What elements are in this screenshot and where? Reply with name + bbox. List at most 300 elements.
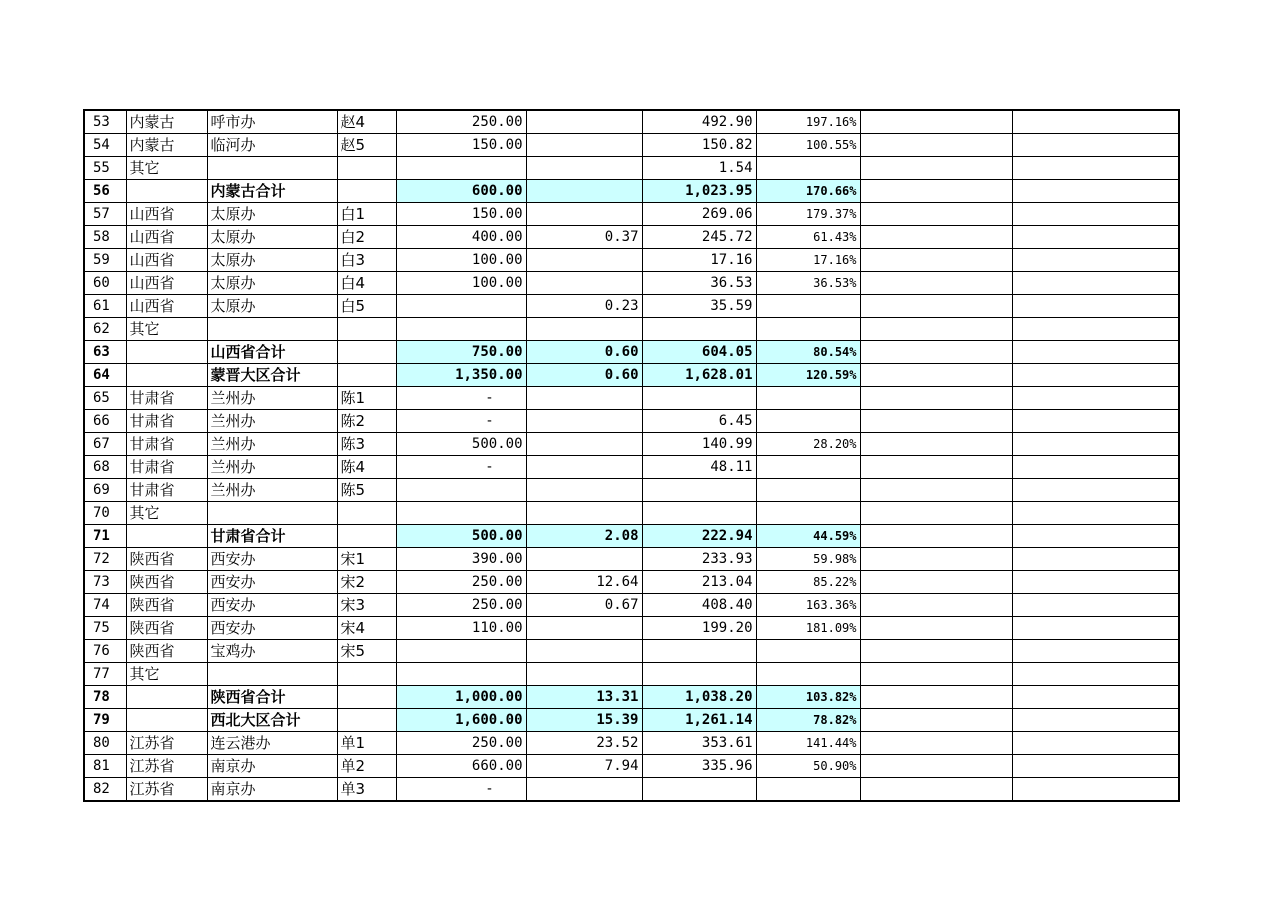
target-cell[interactable]: 110.00 <box>396 617 526 640</box>
row-number[interactable]: 77 <box>84 663 126 686</box>
empty-cell[interactable] <box>860 755 1012 778</box>
empty-cell[interactable] <box>860 203 1012 226</box>
empty-cell[interactable] <box>1012 755 1179 778</box>
empty-cell[interactable] <box>1012 548 1179 571</box>
value-cell[interactable] <box>526 548 642 571</box>
row-number[interactable]: 67 <box>84 433 126 456</box>
empty-cell[interactable] <box>860 479 1012 502</box>
actual-cell[interactable] <box>642 502 756 525</box>
empty-cell[interactable] <box>860 180 1012 203</box>
value-cell[interactable] <box>526 110 642 134</box>
province-cell[interactable]: 山西省 <box>126 272 207 295</box>
empty-cell[interactable] <box>1012 110 1179 134</box>
empty-cell[interactable] <box>1012 157 1179 180</box>
actual-cell[interactable]: 269.06 <box>642 203 756 226</box>
empty-cell[interactable] <box>860 663 1012 686</box>
target-cell[interactable]: 600.00 <box>396 180 526 203</box>
rate-cell[interactable]: 179.37% <box>756 203 860 226</box>
empty-cell[interactable] <box>1012 732 1179 755</box>
rate-cell[interactable]: 100.55% <box>756 134 860 157</box>
target-cell[interactable] <box>396 479 526 502</box>
province-cell[interactable]: 内蒙古 <box>126 134 207 157</box>
rate-cell[interactable]: 170.66% <box>756 180 860 203</box>
value-cell[interactable] <box>526 663 642 686</box>
row-number[interactable]: 57 <box>84 203 126 226</box>
target-cell[interactable]: 500.00 <box>396 525 526 548</box>
value-cell[interactable] <box>526 203 642 226</box>
row-number[interactable]: 53 <box>84 110 126 134</box>
office-cell[interactable]: 蒙晋大区合计 <box>207 364 337 387</box>
rate-cell[interactable]: 59.98% <box>756 548 860 571</box>
office-cell[interactable]: 南京办 <box>207 778 337 802</box>
rate-cell[interactable] <box>756 640 860 663</box>
province-cell[interactable]: 山西省 <box>126 203 207 226</box>
rate-cell[interactable]: 181.09% <box>756 617 860 640</box>
office-cell[interactable]: 连云港办 <box>207 732 337 755</box>
empty-cell[interactable] <box>1012 594 1179 617</box>
province-cell[interactable]: 山西省 <box>126 226 207 249</box>
rate-cell[interactable]: 61.43% <box>756 226 860 249</box>
value-cell[interactable] <box>526 387 642 410</box>
target-cell[interactable]: 150.00 <box>396 203 526 226</box>
actual-cell[interactable] <box>642 640 756 663</box>
actual-cell[interactable]: 48.11 <box>642 456 756 479</box>
office-cell[interactable] <box>207 318 337 341</box>
person-cell[interactable] <box>337 502 396 525</box>
rate-cell[interactable]: 28.20% <box>756 433 860 456</box>
rate-cell[interactable]: 120.59% <box>756 364 860 387</box>
person-cell[interactable]: 陈4 <box>337 456 396 479</box>
value-cell[interactable] <box>526 502 642 525</box>
value-cell[interactable] <box>526 433 642 456</box>
province-cell[interactable]: 江苏省 <box>126 732 207 755</box>
province-cell[interactable]: 陕西省 <box>126 571 207 594</box>
province-cell[interactable]: 甘肃省 <box>126 479 207 502</box>
empty-cell[interactable] <box>1012 433 1179 456</box>
actual-cell[interactable]: 335.96 <box>642 755 756 778</box>
row-number[interactable]: 72 <box>84 548 126 571</box>
person-cell[interactable]: 宋4 <box>337 617 396 640</box>
office-cell[interactable]: 内蒙古合计 <box>207 180 337 203</box>
person-cell[interactable]: 赵4 <box>337 110 396 134</box>
row-number[interactable]: 78 <box>84 686 126 709</box>
person-cell[interactable]: 白1 <box>337 203 396 226</box>
row-number[interactable]: 64 <box>84 364 126 387</box>
province-cell[interactable]: 江苏省 <box>126 755 207 778</box>
office-cell[interactable]: 陕西省合计 <box>207 686 337 709</box>
person-cell[interactable]: 白3 <box>337 249 396 272</box>
person-cell[interactable] <box>337 364 396 387</box>
person-cell[interactable] <box>337 709 396 732</box>
office-cell[interactable]: 兰州办 <box>207 387 337 410</box>
person-cell[interactable]: 陈2 <box>337 410 396 433</box>
empty-cell[interactable] <box>1012 686 1179 709</box>
province-cell[interactable]: 甘肃省 <box>126 387 207 410</box>
province-cell[interactable] <box>126 686 207 709</box>
person-cell[interactable]: 陈1 <box>337 387 396 410</box>
person-cell[interactable]: 白2 <box>337 226 396 249</box>
office-cell[interactable]: 兰州办 <box>207 433 337 456</box>
province-cell[interactable]: 甘肃省 <box>126 410 207 433</box>
empty-cell[interactable] <box>860 433 1012 456</box>
target-cell[interactable]: 100.00 <box>396 272 526 295</box>
target-cell[interactable] <box>396 502 526 525</box>
row-number[interactable]: 60 <box>84 272 126 295</box>
target-cell[interactable]: 250.00 <box>396 732 526 755</box>
empty-cell[interactable] <box>1012 341 1179 364</box>
row-number[interactable]: 71 <box>84 525 126 548</box>
actual-cell[interactable]: 1,628.01 <box>642 364 756 387</box>
rate-cell[interactable] <box>756 502 860 525</box>
person-cell[interactable]: 单3 <box>337 778 396 802</box>
person-cell[interactable]: 宋1 <box>337 548 396 571</box>
person-cell[interactable] <box>337 157 396 180</box>
target-cell[interactable]: 150.00 <box>396 134 526 157</box>
actual-cell[interactable] <box>642 387 756 410</box>
empty-cell[interactable] <box>860 364 1012 387</box>
value-cell[interactable] <box>526 479 642 502</box>
empty-cell[interactable] <box>860 226 1012 249</box>
target-cell[interactable]: 100.00 <box>396 249 526 272</box>
rate-cell[interactable]: 80.54% <box>756 341 860 364</box>
value-cell[interactable] <box>526 640 642 663</box>
actual-cell[interactable] <box>642 778 756 802</box>
rate-cell[interactable]: 44.59% <box>756 525 860 548</box>
office-cell[interactable]: 南京办 <box>207 755 337 778</box>
rate-cell[interactable] <box>756 410 860 433</box>
office-cell[interactable] <box>207 157 337 180</box>
office-cell[interactable]: 西安办 <box>207 594 337 617</box>
actual-cell[interactable]: 36.53 <box>642 272 756 295</box>
province-cell[interactable]: 其它 <box>126 663 207 686</box>
person-cell[interactable]: 陈3 <box>337 433 396 456</box>
actual-cell[interactable]: 150.82 <box>642 134 756 157</box>
row-number[interactable]: 80 <box>84 732 126 755</box>
person-cell[interactable]: 单2 <box>337 755 396 778</box>
province-cell[interactable]: 其它 <box>126 502 207 525</box>
row-number[interactable]: 69 <box>84 479 126 502</box>
value-cell[interactable]: 0.60 <box>526 364 642 387</box>
office-cell[interactable]: 太原办 <box>207 272 337 295</box>
empty-cell[interactable] <box>1012 709 1179 732</box>
office-cell[interactable] <box>207 663 337 686</box>
empty-cell[interactable] <box>860 778 1012 802</box>
actual-cell[interactable]: 353.61 <box>642 732 756 755</box>
rate-cell[interactable] <box>756 663 860 686</box>
target-cell[interactable] <box>396 318 526 341</box>
empty-cell[interactable] <box>860 341 1012 364</box>
value-cell[interactable]: 13.31 <box>526 686 642 709</box>
row-number[interactable]: 68 <box>84 456 126 479</box>
row-number[interactable]: 59 <box>84 249 126 272</box>
rate-cell[interactable]: 17.16% <box>756 249 860 272</box>
target-cell[interactable] <box>396 663 526 686</box>
empty-cell[interactable] <box>860 249 1012 272</box>
province-cell[interactable]: 山西省 <box>126 249 207 272</box>
row-number[interactable]: 75 <box>84 617 126 640</box>
row-number[interactable]: 61 <box>84 295 126 318</box>
rate-cell[interactable]: 197.16% <box>756 110 860 134</box>
value-cell[interactable]: 2.08 <box>526 525 642 548</box>
target-cell[interactable]: 250.00 <box>396 594 526 617</box>
row-number[interactable]: 65 <box>84 387 126 410</box>
value-cell[interactable] <box>526 617 642 640</box>
actual-cell[interactable]: 6.45 <box>642 410 756 433</box>
province-cell[interactable]: 内蒙古 <box>126 110 207 134</box>
person-cell[interactable]: 白4 <box>337 272 396 295</box>
person-cell[interactable]: 宋3 <box>337 594 396 617</box>
office-cell[interactable]: 兰州办 <box>207 479 337 502</box>
rate-cell[interactable]: 163.36% <box>756 594 860 617</box>
actual-cell[interactable]: 213.04 <box>642 571 756 594</box>
row-number[interactable]: 79 <box>84 709 126 732</box>
person-cell[interactable]: 赵5 <box>337 134 396 157</box>
person-cell[interactable] <box>337 686 396 709</box>
value-cell[interactable]: 15.39 <box>526 709 642 732</box>
province-cell[interactable] <box>126 180 207 203</box>
office-cell[interactable]: 太原办 <box>207 249 337 272</box>
value-cell[interactable] <box>526 410 642 433</box>
province-cell[interactable] <box>126 709 207 732</box>
empty-cell[interactable] <box>1012 203 1179 226</box>
province-cell[interactable]: 甘肃省 <box>126 433 207 456</box>
empty-cell[interactable] <box>860 732 1012 755</box>
target-cell[interactable]: - <box>396 778 526 802</box>
actual-cell[interactable]: 604.05 <box>642 341 756 364</box>
actual-cell[interactable]: 233.93 <box>642 548 756 571</box>
actual-cell[interactable]: 1,023.95 <box>642 180 756 203</box>
empty-cell[interactable] <box>860 410 1012 433</box>
value-cell[interactable]: 0.60 <box>526 341 642 364</box>
target-cell[interactable]: 1,600.00 <box>396 709 526 732</box>
empty-cell[interactable] <box>860 110 1012 134</box>
province-cell[interactable]: 山西省 <box>126 295 207 318</box>
empty-cell[interactable] <box>860 272 1012 295</box>
target-cell[interactable] <box>396 157 526 180</box>
value-cell[interactable] <box>526 318 642 341</box>
actual-cell[interactable] <box>642 663 756 686</box>
office-cell[interactable]: 兰州办 <box>207 456 337 479</box>
actual-cell[interactable]: 35.59 <box>642 295 756 318</box>
actual-cell[interactable]: 140.99 <box>642 433 756 456</box>
office-cell[interactable]: 甘肃省合计 <box>207 525 337 548</box>
province-cell[interactable]: 陕西省 <box>126 617 207 640</box>
row-number[interactable]: 58 <box>84 226 126 249</box>
empty-cell[interactable] <box>860 157 1012 180</box>
row-number[interactable]: 70 <box>84 502 126 525</box>
office-cell[interactable]: 西安办 <box>207 571 337 594</box>
value-cell[interactable] <box>526 157 642 180</box>
person-cell[interactable] <box>337 525 396 548</box>
empty-cell[interactable] <box>1012 364 1179 387</box>
target-cell[interactable]: 1,000.00 <box>396 686 526 709</box>
row-number[interactable]: 73 <box>84 571 126 594</box>
province-cell[interactable]: 其它 <box>126 318 207 341</box>
empty-cell[interactable] <box>1012 778 1179 802</box>
rate-cell[interactable] <box>756 295 860 318</box>
target-cell[interactable]: - <box>396 387 526 410</box>
empty-cell[interactable] <box>1012 272 1179 295</box>
person-cell[interactable]: 陈5 <box>337 479 396 502</box>
empty-cell[interactable] <box>1012 410 1179 433</box>
rate-cell[interactable] <box>756 778 860 802</box>
empty-cell[interactable] <box>1012 571 1179 594</box>
province-cell[interactable]: 陕西省 <box>126 548 207 571</box>
person-cell[interactable] <box>337 180 396 203</box>
actual-cell[interactable]: 1,261.14 <box>642 709 756 732</box>
province-cell[interactable] <box>126 341 207 364</box>
actual-cell[interactable]: 408.40 <box>642 594 756 617</box>
empty-cell[interactable] <box>860 525 1012 548</box>
empty-cell[interactable] <box>860 640 1012 663</box>
rate-cell[interactable]: 36.53% <box>756 272 860 295</box>
actual-cell[interactable]: 17.16 <box>642 249 756 272</box>
office-cell[interactable] <box>207 502 337 525</box>
empty-cell[interactable] <box>1012 295 1179 318</box>
empty-cell[interactable] <box>1012 387 1179 410</box>
office-cell[interactable]: 西北大区合计 <box>207 709 337 732</box>
empty-cell[interactable] <box>1012 640 1179 663</box>
value-cell[interactable]: 0.67 <box>526 594 642 617</box>
empty-cell[interactable] <box>860 318 1012 341</box>
office-cell[interactable]: 太原办 <box>207 295 337 318</box>
rate-cell[interactable]: 78.82% <box>756 709 860 732</box>
actual-cell[interactable]: 222.94 <box>642 525 756 548</box>
actual-cell[interactable]: 199.20 <box>642 617 756 640</box>
actual-cell[interactable]: 245.72 <box>642 226 756 249</box>
office-cell[interactable]: 西安办 <box>207 548 337 571</box>
empty-cell[interactable] <box>1012 617 1179 640</box>
value-cell[interactable] <box>526 778 642 802</box>
rate-cell[interactable]: 50.90% <box>756 755 860 778</box>
rate-cell[interactable] <box>756 318 860 341</box>
empty-cell[interactable] <box>1012 249 1179 272</box>
target-cell[interactable]: 1,350.00 <box>396 364 526 387</box>
target-cell[interactable]: 250.00 <box>396 110 526 134</box>
row-number[interactable]: 54 <box>84 134 126 157</box>
value-cell[interactable]: 12.64 <box>526 571 642 594</box>
empty-cell[interactable] <box>1012 502 1179 525</box>
value-cell[interactable] <box>526 456 642 479</box>
rate-cell[interactable]: 103.82% <box>756 686 860 709</box>
row-number[interactable]: 81 <box>84 755 126 778</box>
empty-cell[interactable] <box>860 456 1012 479</box>
empty-cell[interactable] <box>1012 663 1179 686</box>
person-cell[interactable] <box>337 318 396 341</box>
target-cell[interactable] <box>396 295 526 318</box>
row-number[interactable]: 82 <box>84 778 126 802</box>
value-cell[interactable] <box>526 180 642 203</box>
office-cell[interactable]: 太原办 <box>207 203 337 226</box>
empty-cell[interactable] <box>1012 226 1179 249</box>
empty-cell[interactable] <box>1012 456 1179 479</box>
row-number[interactable]: 63 <box>84 341 126 364</box>
empty-cell[interactable] <box>860 686 1012 709</box>
rate-cell[interactable] <box>756 387 860 410</box>
empty-cell[interactable] <box>860 387 1012 410</box>
empty-cell[interactable] <box>860 502 1012 525</box>
empty-cell[interactable] <box>860 571 1012 594</box>
row-number[interactable]: 66 <box>84 410 126 433</box>
rate-cell[interactable] <box>756 157 860 180</box>
actual-cell[interactable] <box>642 479 756 502</box>
office-cell[interactable]: 宝鸡办 <box>207 640 337 663</box>
empty-cell[interactable] <box>1012 479 1179 502</box>
empty-cell[interactable] <box>1012 134 1179 157</box>
office-cell[interactable]: 西安办 <box>207 617 337 640</box>
target-cell[interactable]: 750.00 <box>396 341 526 364</box>
office-cell[interactable]: 临河办 <box>207 134 337 157</box>
province-cell[interactable]: 甘肃省 <box>126 456 207 479</box>
target-cell[interactable]: - <box>396 410 526 433</box>
empty-cell[interactable] <box>860 134 1012 157</box>
person-cell[interactable] <box>337 663 396 686</box>
empty-cell[interactable] <box>1012 318 1179 341</box>
office-cell[interactable]: 山西省合计 <box>207 341 337 364</box>
rate-cell[interactable]: 85.22% <box>756 571 860 594</box>
empty-cell[interactable] <box>860 548 1012 571</box>
office-cell[interactable]: 呼市办 <box>207 110 337 134</box>
target-cell[interactable]: 390.00 <box>396 548 526 571</box>
empty-cell[interactable] <box>860 709 1012 732</box>
person-cell[interactable]: 白5 <box>337 295 396 318</box>
province-cell[interactable]: 江苏省 <box>126 778 207 802</box>
province-cell[interactable]: 陕西省 <box>126 640 207 663</box>
value-cell[interactable]: 23.52 <box>526 732 642 755</box>
value-cell[interactable] <box>526 249 642 272</box>
value-cell[interactable] <box>526 134 642 157</box>
target-cell[interactable] <box>396 640 526 663</box>
empty-cell[interactable] <box>860 617 1012 640</box>
province-cell[interactable] <box>126 364 207 387</box>
person-cell[interactable]: 单1 <box>337 732 396 755</box>
rate-cell[interactable] <box>756 456 860 479</box>
actual-cell[interactable]: 492.90 <box>642 110 756 134</box>
row-number[interactable]: 62 <box>84 318 126 341</box>
person-cell[interactable]: 宋2 <box>337 571 396 594</box>
target-cell[interactable]: 660.00 <box>396 755 526 778</box>
actual-cell[interactable]: 1.54 <box>642 157 756 180</box>
person-cell[interactable] <box>337 341 396 364</box>
value-cell[interactable]: 0.37 <box>526 226 642 249</box>
value-cell[interactable]: 7.94 <box>526 755 642 778</box>
row-number[interactable]: 76 <box>84 640 126 663</box>
office-cell[interactable]: 兰州办 <box>207 410 337 433</box>
value-cell[interactable]: 0.23 <box>526 295 642 318</box>
empty-cell[interactable] <box>860 295 1012 318</box>
value-cell[interactable] <box>526 272 642 295</box>
empty-cell[interactable] <box>1012 180 1179 203</box>
office-cell[interactable]: 太原办 <box>207 226 337 249</box>
empty-cell[interactable] <box>860 594 1012 617</box>
row-number[interactable]: 74 <box>84 594 126 617</box>
target-cell[interactable]: 400.00 <box>396 226 526 249</box>
target-cell[interactable]: - <box>396 456 526 479</box>
province-cell[interactable]: 其它 <box>126 157 207 180</box>
province-cell[interactable]: 陕西省 <box>126 594 207 617</box>
empty-cell[interactable] <box>1012 525 1179 548</box>
province-cell[interactable] <box>126 525 207 548</box>
actual-cell[interactable]: 1,038.20 <box>642 686 756 709</box>
rate-cell[interactable]: 141.44% <box>756 732 860 755</box>
row-number[interactable]: 56 <box>84 180 126 203</box>
actual-cell[interactable] <box>642 318 756 341</box>
rate-cell[interactable] <box>756 479 860 502</box>
row-number[interactable]: 55 <box>84 157 126 180</box>
target-cell[interactable]: 500.00 <box>396 433 526 456</box>
target-cell[interactable]: 250.00 <box>396 571 526 594</box>
person-cell[interactable]: 宋5 <box>337 640 396 663</box>
